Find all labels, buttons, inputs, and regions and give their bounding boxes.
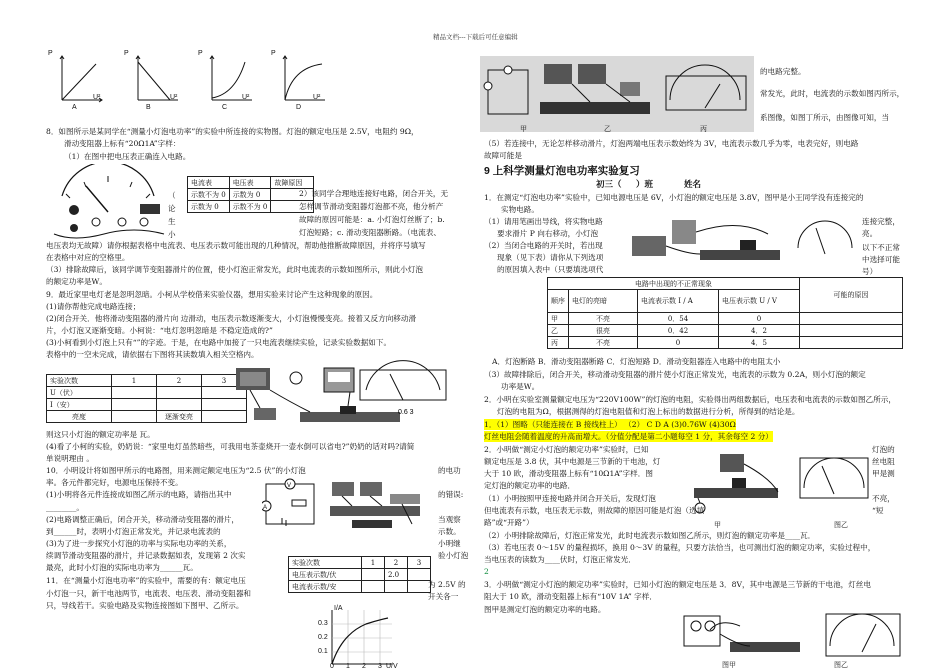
- q10-cell: 电流表示数/安: [289, 581, 362, 593]
- q2b-frag-5: “短: [872, 506, 884, 515]
- q11-line-1: 11．在“测量小灯泡电功率”的实验中，需要的有：额定电压: [46, 576, 246, 585]
- q8-sub-3: （3）排除故障后，该同学调节变阻器滑片的位置，使小灯泡正常发光，此时电流表的示数如图所示，则此小灯泡: [46, 265, 423, 274]
- q1-frag-5: 号）: [862, 267, 878, 276]
- subtitle-ban: ）班: [636, 180, 654, 190]
- subtitle-name: 姓名: [684, 180, 702, 190]
- graph-c-letter: C: [222, 104, 228, 111]
- q1-line-4: 要求滑片 P 向右移动，小灯泡: [497, 229, 599, 238]
- photo-label-bing: 丙: [700, 126, 707, 133]
- q1-cell: 不亮: [569, 313, 638, 325]
- fig-label-yi: 图乙: [834, 522, 848, 529]
- q10-th: 实验次数: [289, 557, 362, 569]
- q10-line-4: (2)电路调整正确后，闭合开关，移动滑动变阻器的滑片，: [46, 515, 240, 524]
- q8-sub-3b: 的额定功率是W。: [46, 277, 107, 286]
- graph-b-x: U²: [170, 94, 178, 101]
- q8-side-2: 论: [168, 204, 176, 213]
- q9-after-1: 则这只小灯泡的额定功率是 瓦。: [46, 430, 155, 439]
- q8-sub-2-end-2: 在表格中对应的空格里。: [46, 253, 130, 262]
- mini-chart-xtick: 2: [362, 663, 366, 670]
- q1-th: 电灯的亮暗: [569, 290, 638, 313]
- q1-cell: 丙: [548, 337, 569, 349]
- q8-sub-2-line-3: 故障的原因可能是：a. 小灯泡灯丝断了；b.: [299, 215, 445, 224]
- q11-frag-2: 开关各一: [428, 592, 459, 601]
- q8-side-3: 生: [168, 217, 176, 226]
- mini-chart-xlabel: U/V: [386, 663, 398, 670]
- q8-cell: 示数为 0: [229, 189, 271, 201]
- mini-chart-ytick: 0.1: [318, 648, 328, 655]
- apparatus-photo: [480, 56, 754, 132]
- q1-line-2: 实物电路。: [501, 205, 539, 214]
- q10-circuit-figure: [262, 476, 434, 538]
- q1-table: [547, 277, 903, 349]
- q1-table-title: 电路中出现的不正常现象: [548, 278, 800, 290]
- q9-line-5: (3)小柯看到小灯泡上只有“”的字迹。于是，在电路中加接了一只电流表继续实验，记录实验数据如下。: [46, 338, 392, 347]
- q2b-line-9: （3）若电压表 0～15V 的量程损坏，换用 0～3V 的量程，只要方法恰当，也可测出灯泡的额定功率，实验过程中，: [484, 543, 876, 552]
- q1-cell: 0: [638, 337, 719, 349]
- q2b-line-7: 路”或“开路”）: [484, 518, 534, 527]
- q1-line-3: （1）请用笔画出导线，将实物电路: [484, 217, 603, 226]
- q11-frag-1: 为 2.5V 的: [428, 580, 466, 589]
- svg-text:V: V: [287, 483, 292, 489]
- q2-line-1: 2．小明在实验室测量额定电压为“220V100W”的灯泡的电阻，实验得出两组数据后，电压表和电流表的示数如图乙所示，: [484, 395, 896, 404]
- q2b-line-10: 当电压表的读数为____伏时，灯泡正常发光．: [484, 555, 636, 564]
- q1-line-1: 1．在测定“灯泡电功率”实验中，已知电源电压是 6V，小灯泡的额定电压是 3.8V，图甲是小王同学没有连接完的: [484, 193, 864, 202]
- q10-line-6: (3)为了进一步探究小灯泡的功率与实际电功率的关系，: [46, 539, 232, 548]
- q1-cell: 乙: [548, 325, 569, 337]
- q10-line-3: ________。: [46, 503, 84, 512]
- graph-d-x: U²: [313, 94, 321, 101]
- q1-th: 可能的原因: [800, 278, 903, 313]
- mini-chart-xtick: 3: [378, 663, 382, 670]
- q2-line-2: 灯泡的电阻为Ω，根据测得的灯泡电阻值和灯泡上标出的数据进行分析，所得到的结论是。: [497, 407, 800, 416]
- q1-cell: 0．54: [638, 313, 719, 325]
- graph-a-y: P: [48, 50, 53, 57]
- q1-cell: 0．42: [638, 325, 719, 337]
- q1-line-6: 现象（见下表）请你从下列选项: [497, 253, 604, 262]
- q9-after-3: 单说明理由 。: [46, 454, 94, 463]
- q9-line-1: 9．最近家里电灯老是忽明忽暗。小柯从学校借来实验仪器，想用实验来讨论产生这种现象的原因。: [46, 290, 378, 299]
- q9-th: 3: [202, 375, 247, 387]
- q8-table: [187, 176, 314, 213]
- q1-apparatus-figure: [628, 214, 860, 272]
- page-title: 9 上科学测量灯泡电功率实验复习: [484, 165, 640, 177]
- q8-sub-2-end: 电压表均无故障）请你根据表格中电流表、电压表示数可能出现的几种情况，帮助他推断故障原因，并将序号填写: [46, 241, 426, 250]
- q2b-line-1: 2．小明做“测定小灯泡的额定功率”实验时，已知: [484, 445, 649, 454]
- q8-line-2: 滑动变阻器上标有“20Ω1A”字样：: [64, 139, 181, 148]
- graph-d-y: P: [271, 50, 276, 57]
- q8-cell: 示数不为 0: [229, 201, 271, 213]
- q2b-line-3: 大于 10 欧，滑动变阻器上标有“10Ω1A”字样．图: [484, 469, 653, 478]
- q8-circuit-figure: [44, 164, 174, 244]
- q8-sub-1: （1）在图中把电压表正确连入电路。: [64, 152, 191, 161]
- q1-line-5: （2）当闭合电路的开关时，若出现: [484, 241, 603, 250]
- q2b-number: 2: [484, 567, 489, 576]
- q8-th-3: 故障原因: [271, 177, 314, 189]
- svg-text:A: A: [263, 505, 268, 511]
- q1-frag-3: 以下不正常: [862, 243, 900, 252]
- fig-label-jia: 甲: [714, 522, 721, 529]
- q10-frag-5: 小明继: [438, 539, 461, 548]
- q1-frag-4: 中选择可能: [862, 255, 900, 264]
- q2b-line-6: 但电流表有示数，电压表无示数，则故障的原因可能是灯泡（选填: [484, 506, 705, 515]
- mini-chart-ylabel: I/A: [334, 605, 343, 612]
- q10-line-8: 最亮，此时小灯泡的实际电功率为______瓦。: [46, 563, 198, 572]
- q8-sub-2-line-2: 怎样调节滑动变阻器灯泡都不亮，他分析产: [299, 202, 444, 211]
- apparatus-photo-drawing: [480, 56, 754, 132]
- q9-cell: [112, 387, 157, 399]
- q1-cell: 很亮: [569, 325, 638, 337]
- right-top-line-1: 的电路完整。: [760, 67, 806, 76]
- q1-cell: 不亮: [569, 337, 638, 349]
- photo-label-yi: 乙: [604, 126, 611, 133]
- q1-sub-3b: 功率是W。: [501, 382, 540, 391]
- q8-th-1: 电流表: [188, 177, 230, 189]
- q10-line-1: 10．小明设计将如图甲所示的电路图，用来测定额定电压为“2.5 伏”的小灯泡: [46, 466, 306, 475]
- q10-cell: 2.0: [385, 569, 408, 581]
- q9-cell: I（安）: [47, 399, 112, 411]
- q10-table: [288, 556, 431, 593]
- graph-c-x: U²: [242, 94, 250, 101]
- q2b-frag-3: 甲是测: [872, 469, 895, 478]
- q1-cell: 甲: [548, 313, 569, 325]
- mini-chart-xtick: 0: [330, 663, 334, 670]
- q2b-line-4: 定灯泡的额定功率的电路．: [484, 481, 576, 490]
- q1-cell[interactable]: [800, 325, 903, 337]
- q9-cell: 逐渐变亮: [157, 411, 202, 423]
- graph-a-x: U²: [93, 94, 101, 101]
- graph-b-letter: B: [146, 104, 151, 111]
- fig-label-yi-b: 图乙: [834, 662, 848, 669]
- q2b-line-2: 额定电压是 3.8 伏，其中电源是三节新的干电池，灯: [484, 457, 661, 466]
- q1-cell[interactable]: [800, 313, 903, 325]
- graph-b-y: P: [124, 50, 129, 57]
- q9-cell: U（伏）: [47, 387, 112, 399]
- q1-sub-3: （3）故障排除后，闭合开关，移动滑动变阻器的滑片使小灯泡正常发光，电流表的示数为 0.2A，则小灯泡的额定: [484, 370, 866, 379]
- q1-cell[interactable]: [800, 337, 903, 349]
- q10-line-2: (1)小明将各元件连接成如图乙所示的电路，请指出其中: [46, 490, 232, 499]
- q10-cell: 电压表示数/伏: [289, 569, 362, 581]
- q8-side-1: （: [168, 191, 176, 200]
- answer-line-1: 1．（1）图略（只能连接在 B 接线柱上） （2） C D A (3)0.76W (4)30Ω: [484, 420, 736, 429]
- q3-line-3: 图甲是测定灯泡的额定功率的电路。: [484, 605, 606, 614]
- q8-side-4: 小: [168, 230, 176, 239]
- q2b-line-5: （1）小明按照甲连接电路并闭合开关后，发现灯泡: [484, 494, 656, 503]
- q10-frag-2: 的错误:: [438, 490, 464, 499]
- q1-th: 电流表示数 I / A: [638, 290, 719, 313]
- q9-line-4: 片，小灯泡又逐渐变暗。小柯说：“电灯忽明忽暗是 不稳定造成的?”: [46, 326, 273, 335]
- svg-text:0.6 3: 0.6 3: [398, 409, 414, 416]
- q2b-frag-4: 不亮，: [872, 494, 895, 503]
- q10-cell: [362, 581, 385, 593]
- q2b-line-8: （2）小明排除故障后，灯泡正常发光，此时电流表示数如图乙所示，则灯泡的额定功率是____瓦．: [484, 531, 816, 540]
- q9-apparatus-figure: [230, 360, 470, 436]
- q10-line-7: 续调节滑动变阻器的滑片，并记录数据如表，发现第 2 次实: [46, 551, 246, 560]
- q10-frag-4: 示数。: [438, 527, 461, 536]
- q10-th: 2: [385, 557, 408, 569]
- q9-th: 实验次数: [47, 375, 112, 387]
- photo-label-jia: 甲: [520, 126, 527, 133]
- q10-th: 3: [408, 557, 431, 569]
- q9-cell: 亮度: [47, 411, 112, 423]
- mini-chart-ytick: 0.3: [318, 620, 328, 627]
- q8-th-2: 电压表: [229, 177, 271, 189]
- q8-sub-2-line-1: 2）该同学合理地连接好电路，闭合开关，无: [299, 189, 449, 198]
- mini-chart-xtick: 1: [346, 663, 350, 670]
- q10-frag-1: 的电功: [438, 466, 461, 475]
- right-top-line-3: 系图像，如图丁所示，由图像可知，当: [760, 113, 890, 122]
- q3-line-2: 阻大于 10 欧，滑动变阻器上标有“10V 1A” 字样．: [484, 592, 657, 601]
- graph-a-letter: A: [72, 104, 77, 111]
- q9-line-3: (2)闭合开关．他将滑动变阻器的滑片向 边滑动，电压表示数逐渐变大，小灯泡慢慢变亮。接着又反方向移动滑: [46, 314, 417, 323]
- q9-th: 1: [112, 375, 157, 387]
- q2b-frag-1: 灯泡的: [872, 445, 895, 454]
- q11-line-2: 小灯泡一只，新干电池两节，电流表、电压表、滑动变阻器和: [46, 589, 252, 598]
- q8-cell: 示数不为 0: [188, 189, 230, 201]
- q9-cell: [157, 399, 202, 411]
- fig-label-jia-b: 图甲: [722, 662, 736, 669]
- graph-c-y: P: [198, 50, 203, 57]
- p-u2-graphs: [40, 50, 330, 118]
- q8-sub-2-line-4: 灯泡短路；c. 滑动变阻器断路。（电流表、: [299, 228, 441, 237]
- subtitle-class: 初三（: [596, 180, 622, 190]
- q10-frag-3: 当观察: [438, 515, 461, 524]
- i-u-mini-chart: [316, 604, 396, 672]
- q1-options: A．灯泡断路 B．滑动变阻器断路 C．灯泡短路 D．滑动变阻器连入电路中的电阻太小: [492, 357, 781, 366]
- right-q5-line-1: （5）若连接中，无论怎样移动滑片，灯泡两端电压表示数始终为 3V，电流表示数几乎为零，电表完好，则电路: [484, 139, 859, 148]
- q3-figure: [680, 606, 910, 666]
- q2b-figure: [680, 448, 870, 526]
- q1-line-7: 的原因填入表中（只要填选项代: [497, 265, 604, 274]
- q1-cell: 0: [719, 313, 800, 325]
- q9-cell: [112, 399, 157, 411]
- q9-after-2: (4)看了小柯的实验，奶奶说：“家里电灯虽然暗些，可我用电茶壶烧开一壶水倒可以省电?”奶奶的话对吗?请简: [46, 442, 415, 451]
- graph-d-letter: D: [296, 104, 302, 111]
- q10-th: 1: [362, 557, 385, 569]
- answer-line-2: 灯丝电阻会随着温度的升高而增大。（分值分配是第二小题每空 1 分，其余每空 2 分）: [484, 432, 773, 441]
- q1-th: 电压表示数 U / V: [719, 290, 800, 313]
- q10-frag-6: 验小灯泡: [438, 551, 469, 560]
- q9-line-6: 表格中的一空未完成，请依据右下图将其读数填入相关空格内。: [46, 350, 259, 359]
- q1-frag-2: 亮。: [862, 229, 878, 238]
- q8-cell: 示数为 0: [188, 201, 230, 213]
- q1-cell: 4．5: [719, 337, 800, 349]
- q9-cell: [157, 387, 202, 399]
- q1-th: 顺序: [548, 290, 569, 313]
- right-q5-line-2: 故障可能是: [484, 151, 522, 160]
- q11-line-3: 只，导线若干。实验电路及实物连接图如下图甲、乙所示。: [46, 601, 244, 610]
- q1-cell: 4．2: [719, 325, 800, 337]
- right-top-line-2: 常发光，此时，电流表的示数如图丙所示，: [760, 89, 905, 98]
- q9-table: [46, 374, 247, 423]
- q3-line-1: 3．小明做“测定小灯泡的额定功率”实验时，已知小灯泡的额定电压是 3．8V，其中电源是三节新的干电池，灯丝电: [484, 580, 872, 589]
- q10-cell: [385, 581, 408, 593]
- q9-th: 2: [157, 375, 202, 387]
- q9-line-2: (1)请你帮他完成电路连接；: [46, 302, 141, 311]
- mini-chart-ytick: 0.2: [318, 634, 328, 641]
- q8-line-1: 8．如图所示是某同学在“测量小灯泡电功率”的实验中所连接的实物图。灯泡的额定电压是 2.5V，电阻约 9Ω，: [46, 127, 419, 136]
- q2b-frag-2: 丝电阻: [872, 457, 895, 466]
- page-header: 精品文档---下载后可任意编辑: [433, 33, 518, 41]
- q10-line-5: 到______时，表明小灯泡正常发光，并记录电流表的: [46, 527, 221, 536]
- q1-frag-1: 连接完整，: [862, 217, 900, 226]
- q10-line-1b: 率。各元件都完好，电源电压保持不变。: [46, 478, 183, 487]
- q10-cell: [362, 569, 385, 581]
- q9-cell: [112, 411, 157, 423]
